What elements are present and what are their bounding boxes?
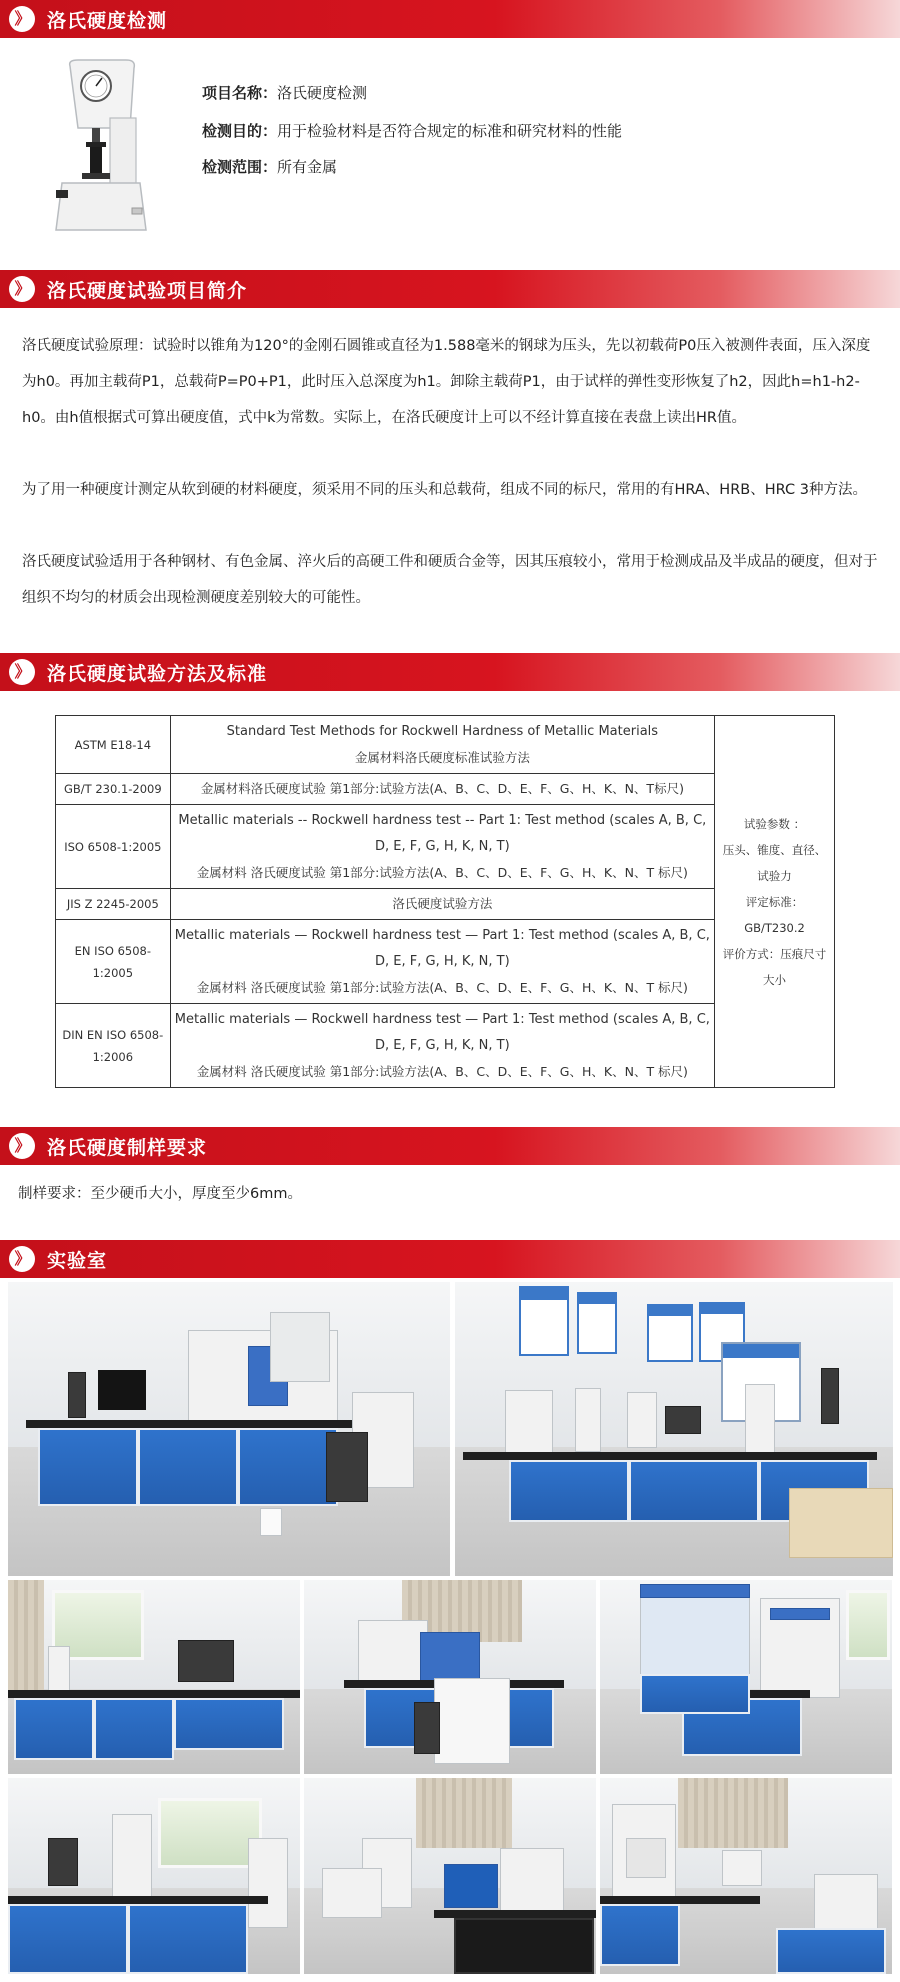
sample-requirement-text: 制样要求：至少硬币大小，厚度至少6mm。	[18, 1186, 302, 1202]
project-purpose-value: 用于检验材料是否符合规定的标准和研究材料的性能	[277, 122, 623, 140]
project-purpose-label: 检测目的：	[202, 122, 278, 140]
project-name-label: 项目名称：	[202, 84, 278, 102]
standard-description	[170, 920, 714, 1004]
standard-description	[170, 805, 714, 889]
section-header-laboratory	[0, 1240, 900, 1278]
lab-photo-analysis-bench	[8, 1778, 300, 1974]
lab-photo-chiller	[304, 1580, 596, 1774]
section-title: 洛氏硬度检测	[47, 9, 168, 32]
project-purpose-line	[202, 120, 622, 141]
standard-code: ASTM E18-14	[56, 716, 171, 774]
standard-description	[170, 774, 714, 805]
section-header-sample-prep	[0, 1127, 900, 1165]
chevron-right-icon: 》	[9, 659, 35, 685]
lab-photo-balance-room	[600, 1778, 892, 1974]
side-line: 评定标准：	[745, 894, 804, 909]
lab-photo-hardness-room	[455, 1282, 893, 1576]
side-line: GB/T230.2	[744, 920, 805, 935]
project-name-value: 洛氏硬度检测	[277, 84, 368, 102]
side-line: 试验参数 ：	[743, 816, 806, 831]
standard-description	[170, 716, 714, 774]
test-parameters-cell	[715, 716, 835, 1088]
standard-title-en: Metallic materials -- Rockwell hardness test -- Part 1: Test method (scales A, B, C, D, E, F, G, H, K, N, T)	[178, 812, 707, 854]
section-title: 洛氏硬度试验项目简介	[47, 279, 248, 302]
standard-title-zh: 洛氏硬度试验方法	[392, 896, 493, 911]
lab-photo-spectrometer	[8, 1282, 450, 1576]
lab-photo-instrument-room	[304, 1778, 596, 1974]
section-title: 洛氏硬度制样要求	[47, 1136, 208, 1159]
section-header-standards	[0, 653, 900, 691]
standard-description	[170, 889, 714, 920]
chevron-right-icon: 》	[9, 276, 35, 302]
chevron-right-icon: 》	[9, 1246, 35, 1272]
standard-code: EN ISO 6508-1:2005	[56, 920, 171, 1004]
project-scope-value: 所有金属	[277, 158, 338, 176]
chevron-right-icon: 》	[9, 1133, 35, 1159]
standard-title-en: Metallic materials — Rockwell hardness test — Part 1: Test method (scales A, B, C, D, E, F, G, H, K, N, T)	[174, 1011, 710, 1053]
section-header-intro	[0, 270, 900, 308]
chevron-right-icon: 》	[9, 6, 35, 32]
section-header-rockwell-testing	[0, 0, 900, 38]
rockwell-hardness-tester-image	[48, 58, 158, 236]
side-line: 压头、锥度、直径、	[722, 842, 827, 857]
intro-paragraph-scales: 为了用一种硬度计测定从软到硬的材料硬度，须采用不同的压头和总载荷，组成不同的标尺，常用的有HRA、HRB、HRC 3种方法。	[22, 482, 867, 498]
section-title: 洛氏硬度试验方法及标准	[47, 662, 268, 685]
standard-title-zh: 金属材料 洛氏硬度试验 第1部分:试验方法(A、B、C、D、E、F、G、H、K、N、T 标尺)	[196, 1063, 688, 1079]
intro-paragraph-principle: 洛氏硬度试验原理：试验时以锥角为120°的金刚石圆锥或直径为1.588毫米的钢球为压头，先以初载荷P0压入被测件表面，压入深度为h0。再加主载荷P1，总载荷P=P0+P1，此时压入总深度为h1。卸除主载荷P1，由于试样的弹性变形恢复了h2，因此h=h1-h2-h0。由h值根据式可算出硬度值，式中k为常数。实际上，在洛氏硬度计上可以不经计算直接在表盘上读出HR值。	[22, 338, 871, 426]
side-line: 大小	[763, 972, 786, 987]
standard-description	[170, 1004, 714, 1088]
project-scope-line	[202, 156, 337, 177]
standard-code: GB/T 230.1-2009	[56, 774, 171, 805]
lab-photo-testing-bench	[8, 1580, 300, 1774]
project-scope-label: 检测范围：	[202, 158, 278, 176]
standard-title-zh: 金属材料 洛氏硬度试验 第1部分:试验方法(A、B、C、D、E、F、G、H、K、N、T 标尺)	[196, 864, 688, 880]
side-line: 试验力	[757, 868, 792, 883]
standard-code: DIN EN ISO 6508-1:2006	[56, 1004, 171, 1088]
project-name-line	[202, 82, 367, 103]
section-title: 实验室	[47, 1249, 108, 1272]
standard-title-zh: 金属材料洛氏硬度试验 第1部分:试验方法(A、B、C、D、E、F、G、H、K、N、T标尺)	[200, 781, 684, 796]
standard-title-en: Metallic materials — Rockwell hardness test — Part 1: Test method (scales A, B, C, D, E, F, G, H, K, N, T)	[174, 927, 710, 969]
lab-photo-fume-hood	[600, 1580, 892, 1774]
table-row	[56, 716, 835, 774]
standard-title-zh: 金属材料 洛氏硬度试验 第1部分:试验方法(A、B、C、D、E、F、G、H、K、N、T 标尺)	[196, 979, 688, 995]
side-line: 评价方式：压痕尺寸	[722, 946, 827, 961]
intro-paragraph-application: 洛氏硬度试验适用于各种钢材、有色金属、淬火后的高硬工件和硬质合金等，因其压痕较小，常用于检测成品及半成品的硬度，但对于组织不均匀的材质会出现检测硬度差别较大的可能性。	[22, 554, 878, 606]
standard-code: JIS Z 2245-2005	[56, 889, 171, 920]
standard-title-en: Standard Test Methods for Rockwell Hardness of Metallic Materials	[226, 723, 659, 739]
standard-code: ISO 6508-1:2005	[56, 805, 171, 889]
standard-title-zh: 金属材料洛氏硬度标准试验方法	[354, 749, 530, 765]
standards-table	[55, 715, 835, 1088]
